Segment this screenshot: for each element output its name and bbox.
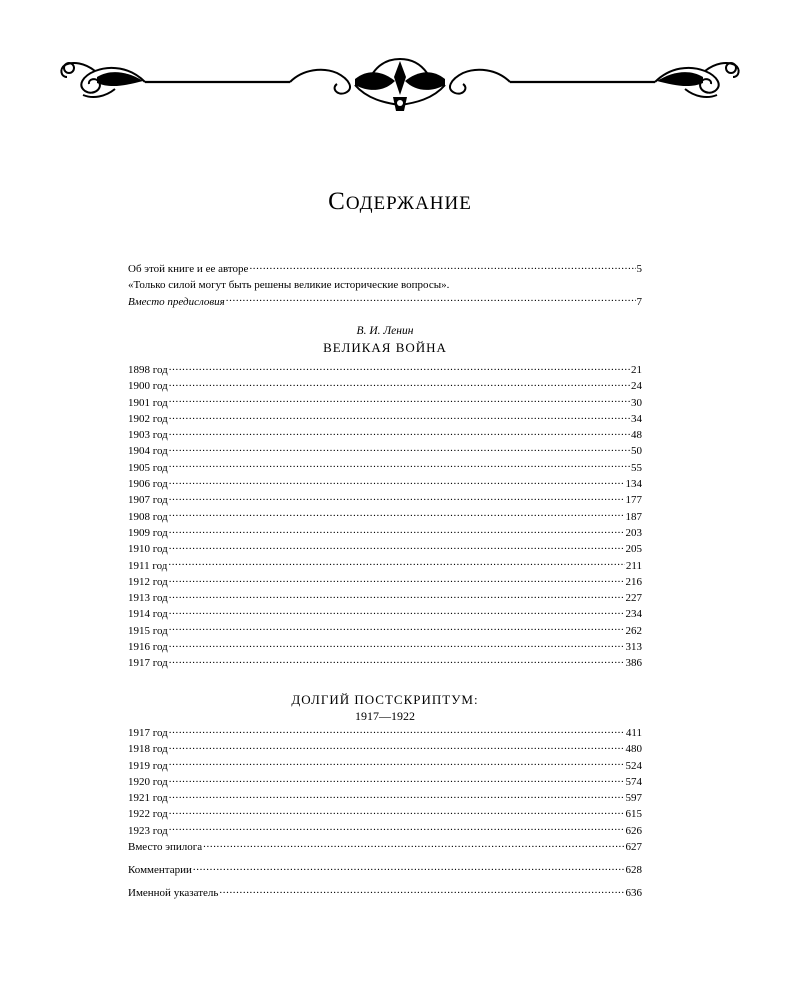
toc-entry-label: 1903 год [128, 429, 168, 442]
toc-entry-label: 1920 год [128, 775, 168, 788]
toc-entry[interactable] [128, 806, 642, 822]
leader-dots [169, 396, 630, 406]
toc-entry-label: 1914 год [128, 608, 168, 621]
toc-entry[interactable] [128, 774, 642, 790]
toc-entry[interactable] [128, 655, 642, 671]
section1-title: ВЕЛИКАЯ ВОЙНА [323, 340, 447, 355]
toc-entry-page: 21 [631, 364, 642, 376]
toc-entry-label: Вместо предисловия [128, 295, 225, 308]
toc-entry-page: 615 [625, 808, 642, 821]
toc-entry[interactable] [128, 823, 642, 839]
toc-entry-page: 55 [631, 461, 642, 474]
toc-entry[interactable] [128, 790, 642, 806]
toc-entry-label: 1917 год [128, 657, 168, 670]
toc-entry-label: 1909 год [128, 526, 168, 539]
toc-entry-label: 1898 год [128, 364, 168, 376]
toc-entry-page: 48 [631, 429, 642, 442]
toc-entry-page: 5 [636, 263, 642, 275]
toc-entry-label: 1900 год [128, 380, 168, 393]
toc-entry-page: 203 [625, 526, 642, 539]
section2-subtitle: 1917—1922 [355, 709, 415, 723]
leader-dots [168, 559, 625, 569]
leader-dots [169, 807, 625, 817]
toc-entry[interactable] [128, 261, 642, 277]
leader-dots [203, 840, 624, 850]
toc-entry-label: 1908 год [128, 510, 168, 523]
toc-entry[interactable] [128, 427, 642, 443]
toc-entry-page: 626 [625, 824, 642, 837]
leader-dots [219, 886, 624, 896]
leader-dots [169, 742, 625, 752]
leader-dots [169, 493, 625, 503]
toc-entry-page: 628 [625, 864, 642, 876]
toc-quote-line: «Только силой могут быть решены великие исторические вопросы». [128, 279, 450, 292]
toc-entry[interactable] [128, 574, 642, 590]
toc-entry-page: 7 [636, 295, 642, 308]
leader-dots [193, 863, 625, 873]
toc-entry[interactable] [128, 623, 642, 639]
toc-entry-label: 1921 год [128, 792, 168, 805]
toc-entry-label: 1923 год [128, 824, 168, 837]
section1-author: В. И. Ленин [356, 325, 414, 337]
toc-entry-page: 34 [631, 412, 642, 425]
section2-list [128, 725, 642, 855]
leader-dots [169, 775, 625, 785]
toc-entry-label: 1910 год [128, 543, 168, 556]
toc-entry[interactable] [128, 492, 642, 508]
toc-entry[interactable] [128, 725, 642, 741]
leader-dots [169, 824, 625, 834]
leader-dots [169, 477, 625, 487]
toc-entry-label: Именной указатель [128, 887, 219, 899]
toc-entry-label: Об этой книге и ее авторе [128, 263, 249, 275]
toc-entry-page: 134 [625, 478, 642, 491]
toc-entry-label: 1915 год [128, 624, 168, 637]
toc-entry-page: 50 [631, 445, 642, 458]
toc-entry-page: 627 [625, 841, 642, 854]
title-rest: ОДЕРЖАНИЕ [345, 193, 472, 214]
toc-entry-label: Комментарии [128, 864, 192, 876]
toc-entry-label: 1922 год [128, 808, 168, 821]
toc-entry[interactable] [128, 758, 642, 774]
toc-entry-label: 1901 год [128, 396, 168, 409]
toc-index [128, 885, 642, 901]
toc-entry-page: 227 [625, 592, 642, 605]
toc-entry[interactable] [128, 395, 642, 411]
leader-dots [169, 791, 625, 801]
toc-entry-page: 177 [625, 494, 642, 507]
toc-entry[interactable] [128, 378, 642, 394]
toc-entry-label: 1916 год [128, 641, 168, 654]
toc-entry[interactable] [128, 476, 642, 492]
leader-dots [169, 656, 625, 666]
toc-entry[interactable] [128, 525, 642, 541]
toc-entry-page: 574 [625, 775, 642, 788]
toc-entry-page: 211 [625, 559, 642, 572]
toc-entry[interactable] [128, 839, 642, 855]
toc-entry-page: 234 [625, 608, 642, 621]
toc-entry-label: 1918 год [128, 743, 168, 756]
toc-entry-label: 1902 год [128, 412, 168, 425]
toc-entry-page: 30 [631, 396, 642, 409]
toc-entry[interactable] [128, 443, 642, 459]
toc-entry[interactable] [128, 558, 642, 574]
toc-entry-page: 216 [625, 575, 642, 588]
section2-title: ДОЛГИЙ ПОСТСКРИПТУМ: [291, 692, 479, 707]
toc-entry-label: 1917 год [128, 727, 168, 739]
leader-dots [169, 542, 625, 552]
leader-dots [169, 526, 625, 536]
leader-dots [169, 461, 630, 471]
leader-dots [249, 262, 635, 272]
decorative-ornament-icon [55, 55, 745, 115]
leader-dots [226, 295, 636, 305]
leader-dots [169, 759, 625, 769]
leader-dots [169, 510, 625, 520]
leader-dots [169, 607, 625, 617]
toc-entry[interactable] [128, 606, 642, 622]
toc-entry[interactable] [128, 362, 642, 378]
toc-entry-page: 205 [625, 543, 642, 556]
section2-heading [128, 691, 642, 724]
toc-entry-label: Вместо эпилога [128, 841, 203, 854]
toc-entry[interactable] [128, 411, 642, 427]
toc-entry[interactable] [128, 862, 642, 878]
section1-heading [128, 324, 642, 356]
toc-entry-label: 1912 год [128, 575, 168, 588]
leader-dots [169, 575, 625, 585]
toc-entry-page: 313 [625, 641, 642, 654]
leader-dots [169, 412, 630, 422]
leader-dots [169, 444, 630, 454]
toc-entry[interactable] [128, 741, 642, 757]
toc-entry-label: 1906 год [128, 478, 168, 491]
toc-entry-page: 411 [625, 727, 642, 739]
toc-entry[interactable] [128, 639, 642, 655]
toc-entry[interactable] [128, 460, 642, 476]
toc-entry-label: 1919 год [128, 759, 168, 772]
toc-entry-page: 262 [625, 624, 642, 637]
toc-entry[interactable] [128, 885, 642, 901]
page-title [0, 188, 800, 216]
title-initial: С [328, 188, 346, 215]
toc-entry[interactable] [128, 294, 642, 310]
toc-entry-page: 636 [625, 887, 642, 899]
toc-entry-page: 24 [631, 380, 642, 393]
leader-dots [169, 591, 625, 601]
toc-entry-page: 524 [625, 759, 642, 772]
toc-entry-page: 597 [625, 792, 642, 805]
leader-dots [169, 363, 630, 373]
leader-dots [169, 624, 625, 634]
toc-entry[interactable] [128, 590, 642, 606]
toc-entry[interactable] [128, 509, 642, 525]
toc-intro [128, 261, 642, 310]
toc-entry-label: 1911 год [128, 559, 168, 572]
toc-entry-label: 1913 год [128, 592, 168, 605]
section1-list [128, 362, 642, 672]
leader-dots [169, 428, 630, 438]
leader-dots [169, 640, 625, 650]
leader-dots [169, 379, 630, 389]
toc-comments [128, 862, 642, 878]
toc-entry-label: 1904 год [128, 445, 168, 458]
toc-entry-label: 1905 год [128, 461, 168, 474]
toc-entry-page: 480 [625, 743, 642, 756]
toc-entry-page: 187 [625, 510, 642, 523]
leader-dots [169, 726, 625, 736]
toc-entry-page: 386 [625, 657, 642, 670]
toc-entry-label: 1907 год [128, 494, 168, 507]
toc-entry[interactable] [128, 541, 642, 557]
